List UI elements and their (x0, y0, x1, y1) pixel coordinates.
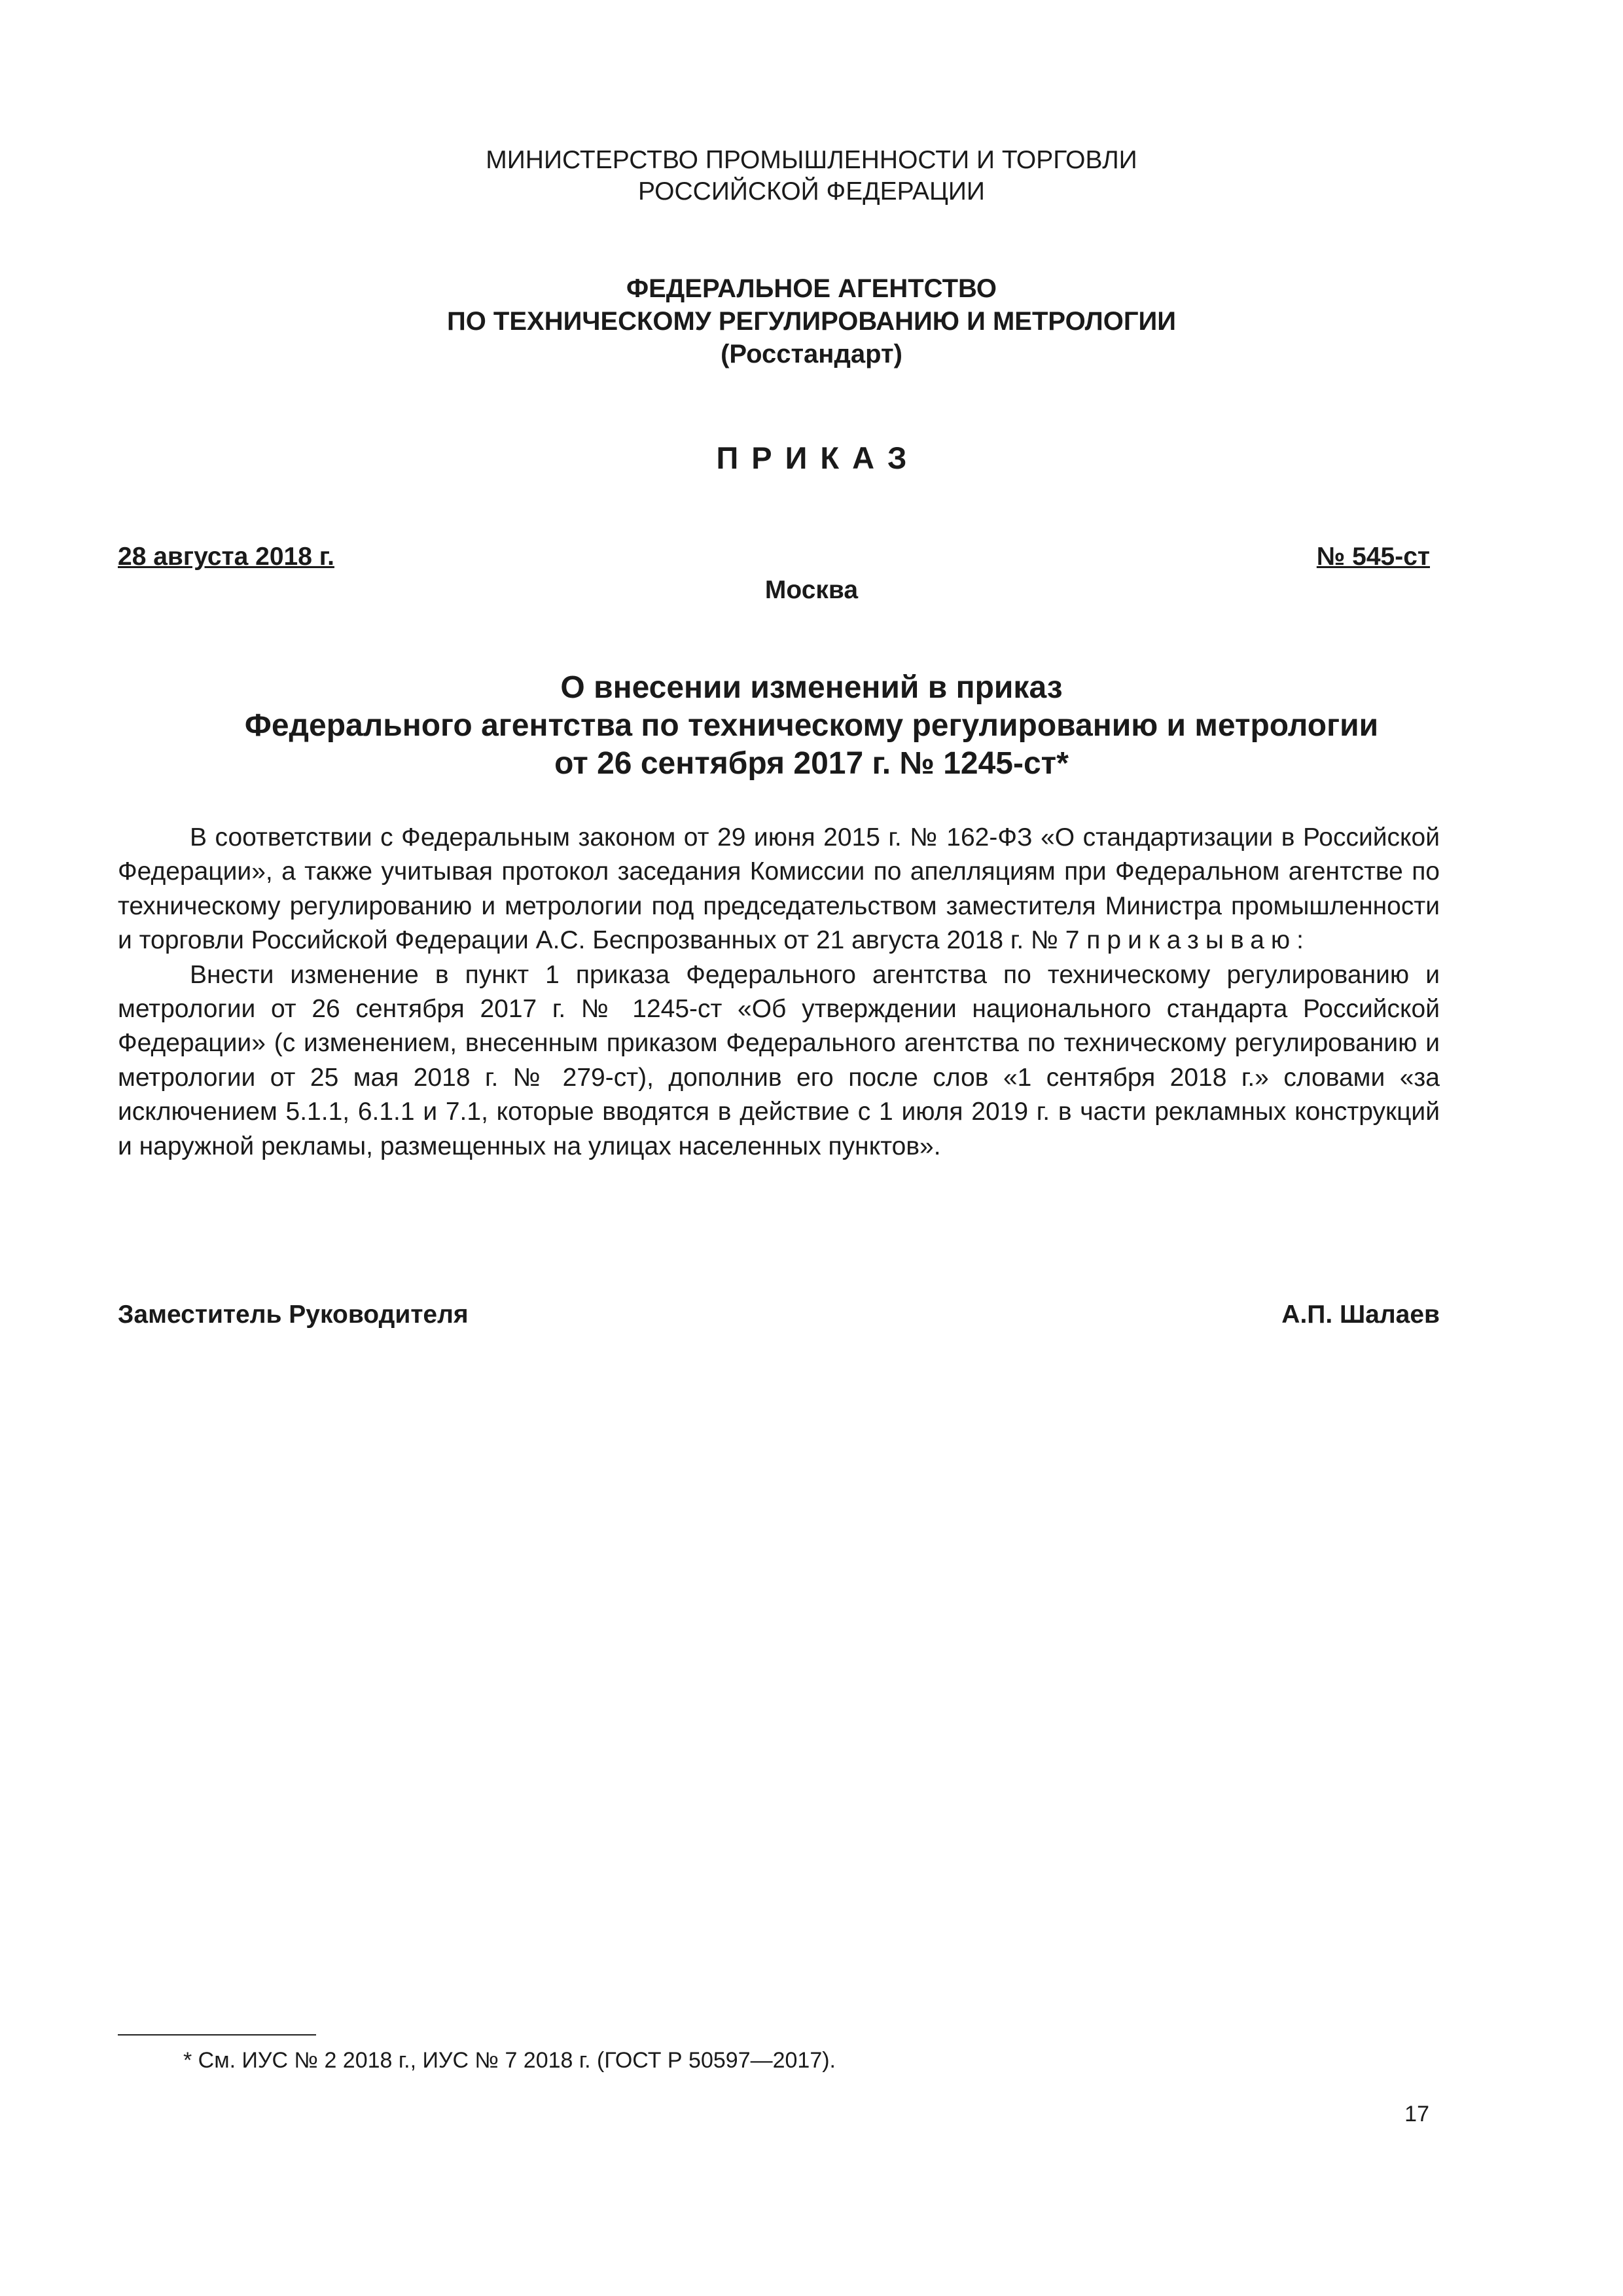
agency-line-3: (Росстандарт) (721, 340, 902, 368)
order-word: приказываю: (1086, 926, 1310, 955)
subject-line-3: от 26 сентября 2017 г. № 1245-ст* (554, 746, 1069, 781)
footnote: * См. ИУС № 2 2018 г., ИУС № 7 2018 г. (ГОСТ Р 50597—2017). (183, 2048, 836, 2073)
order-city: Москва (764, 576, 859, 604)
ministry-line-1: МИНИСТЕРСТВО ПРОМЫШЛЕННОСТИ И ТОРГОВЛИ (486, 146, 1137, 174)
agency-line-1: ФЕДЕРАЛЬНОЕ АГЕНТСТВО (626, 274, 997, 303)
body-paragraph-2: Внести изменение в пункт 1 приказа Федерального агентства по техническому регулированию и метрологии от 26 сентября 2017 г. № 1245-ст «Об утверждении национального стандарта Российской Федерации» (с изменением, внесенным приказом Федерального агентства по техническому регулированию и метрологии от 25 мая 2018 г. № 279-ст), дополнив его после слов «1 сентября 2018 г.» словами «за исключением 5.1.1, 6.1.1 и 7.1, которые вводятся в действие с 1 июля 2019 г. в части рекламных конструкций и наружной рекламы, размещенных на улицах населенных пунктов». (118, 960, 1440, 1160)
order-date: 28 августа 2018 г. (118, 543, 334, 571)
order-number: № 545-ст (1316, 543, 1430, 571)
order-title: ПРИКАЗ (716, 440, 920, 475)
signer-name: А.П. Шалаев (1281, 1300, 1440, 1329)
body-paragraph-1 (118, 821, 1440, 958)
body-paragraph-1-text: В соответствии с Федеральным законом от 29 июня 2015 г. № 162-ФЗ «О стандартизации в Российской Федерации», а также учитывая протокол заседания Комиссии по апелляциям при Федеральном агентстве по техническому регулированию и метрологии под председательством заместителя Министра промышленности и торговли Российской Федерации А.С. Беспрозванных от 21 августа 2018 г. № 7 (118, 823, 1440, 955)
body-text (118, 821, 1440, 1164)
page-number: 17 (1404, 2102, 1429, 2126)
signer-position: Заместитель Руководителя (118, 1300, 469, 1329)
signature-row (118, 1299, 1440, 1331)
subject-line-2: Федерального агентства по техническому регулированию и метрологии (244, 708, 1379, 743)
ministry-line-2: РОССИЙСКОЙ ФЕДЕРАЦИИ (638, 177, 985, 206)
footnote-divider (118, 2034, 316, 2036)
agency-line-2: ПО ТЕХНИЧЕСКОМУ РЕГУЛИРОВАНИЮ И МЕТРОЛОГИИ (446, 307, 1177, 336)
subject-line-1: О внесении изменений в приказ (560, 670, 1063, 705)
